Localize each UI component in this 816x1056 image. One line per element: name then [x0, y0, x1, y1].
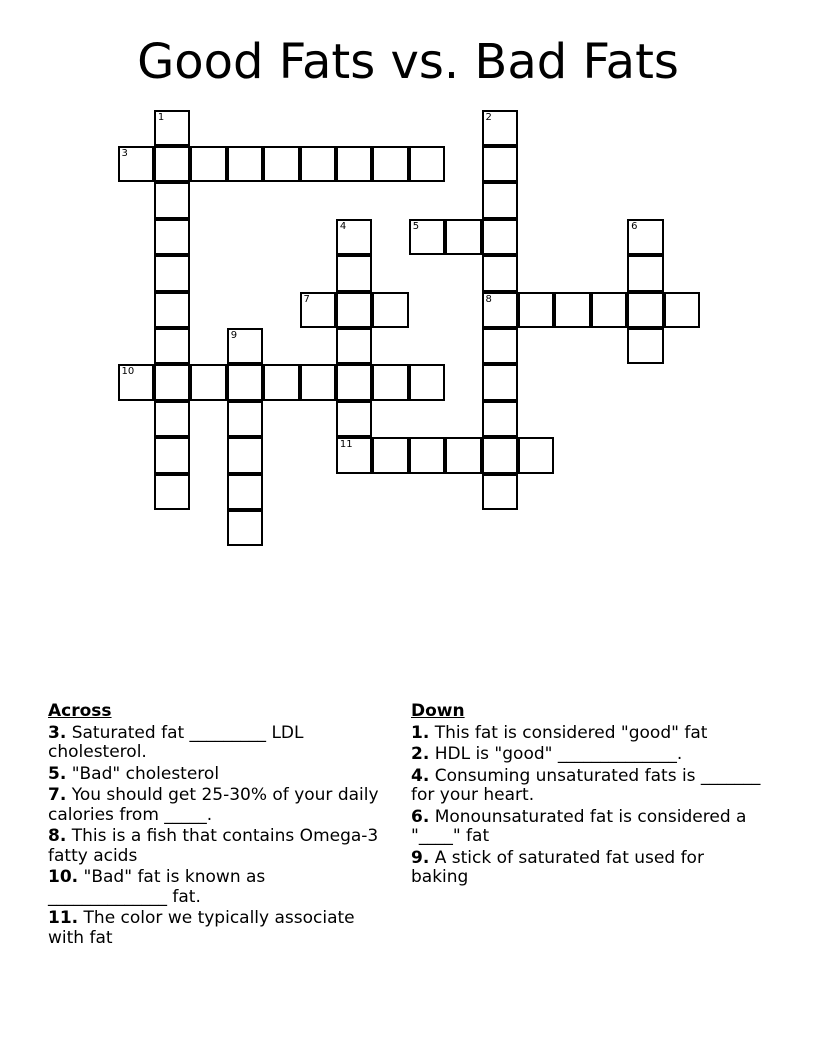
grid-cell[interactable]: [190, 364, 227, 401]
grid-cell[interactable]: [445, 437, 482, 474]
grid-cell[interactable]: [300, 292, 337, 329]
across-heading: Across: [48, 701, 112, 721]
grid-cell[interactable]: [482, 110, 519, 147]
grid-cell[interactable]: [336, 328, 373, 365]
grid-cell[interactable]: [190, 146, 227, 183]
grid-cell[interactable]: [263, 364, 300, 401]
grid-cell[interactable]: [300, 364, 337, 401]
grid-cell[interactable]: [154, 437, 191, 474]
grid-cell[interactable]: [227, 474, 264, 511]
grid-cell[interactable]: [263, 146, 300, 183]
grid-cell[interactable]: [627, 328, 664, 365]
grid-cell[interactable]: [336, 219, 373, 256]
grid-cell[interactable]: [154, 292, 191, 329]
grid-cell[interactable]: [482, 328, 519, 365]
grid-cell[interactable]: [409, 219, 446, 256]
grid-cell[interactable]: [154, 255, 191, 292]
grid-cell[interactable]: [336, 292, 373, 329]
clue-number: 9: [230, 329, 238, 341]
grid-cell[interactable]: [409, 364, 446, 401]
clue-number: 6: [631, 220, 638, 232]
down-heading: Down: [411, 701, 465, 721]
grid-cell[interactable]: [336, 146, 373, 183]
grid-cell[interactable]: [482, 255, 519, 292]
grid-cell[interactable]: [227, 364, 264, 401]
clue-number: 5: [412, 220, 420, 232]
down-clues: [411, 702, 761, 890]
clue-down-2: 2. HDL is "good" ______________.: [411, 744, 683, 764]
grid-cell[interactable]: [372, 146, 409, 183]
clue-number: 7: [303, 293, 310, 305]
grid-cell[interactable]: [372, 437, 409, 474]
grid-cell[interactable]: [154, 110, 191, 147]
grid-cell[interactable]: [154, 182, 191, 219]
clue-down-4: 4. Consuming unsaturated fats is _______ for your heart.: [411, 765, 761, 805]
clue-number: 1: [157, 111, 165, 123]
grid-cell[interactable]: [227, 328, 264, 365]
grid-cell[interactable]: [409, 146, 446, 183]
grid-cell[interactable]: [227, 146, 264, 183]
grid-cell[interactable]: [336, 437, 373, 474]
grid-cell[interactable]: [154, 219, 191, 256]
grid-cell[interactable]: [518, 437, 555, 474]
grid-cell[interactable]: [300, 146, 337, 183]
grid-cell[interactable]: [482, 146, 519, 183]
grid-cell[interactable]: [664, 292, 701, 329]
grid-cell[interactable]: [482, 474, 519, 511]
grid-cell[interactable]: [518, 292, 555, 329]
grid-cell[interactable]: [409, 437, 446, 474]
grid-cell[interactable]: [118, 146, 155, 183]
clue-across-11: 11. The color we typically associate with fat: [48, 908, 355, 948]
grid-cell[interactable]: [627, 219, 664, 256]
grid-cell[interactable]: [336, 401, 373, 438]
grid-cell[interactable]: [336, 255, 373, 292]
grid-cell[interactable]: [227, 401, 264, 438]
grid-cell[interactable]: [627, 255, 664, 292]
clue-across-10: 10. "Bad" fat is known as ______________ fat.: [48, 867, 266, 907]
clue-across-3: 3. Saturated fat _________ LDL cholesterol.: [48, 722, 304, 762]
clue-across-8: 8. This is a fish that contains Omega-3 fatty acids: [48, 826, 379, 866]
clue-across-7: 7. You should get 25-30% of your daily calories from _____.: [48, 785, 379, 825]
grid-cell[interactable]: [627, 292, 664, 329]
grid-cell[interactable]: [482, 401, 519, 438]
clue-down-1: 1. This fat is considered "good" fat: [411, 722, 708, 743]
clue-down-9: 9. A stick of saturated fat used for baking: [411, 847, 704, 887]
grid-cell[interactable]: [154, 364, 191, 401]
grid-cell[interactable]: [227, 510, 264, 547]
grid-cell[interactable]: [336, 364, 373, 401]
grid-cell[interactable]: [554, 292, 591, 329]
grid-cell[interactable]: [482, 182, 519, 219]
clue-number: 11: [339, 439, 353, 451]
clue-down-6: 6. Monounsaturated fat is considered a "____" fat: [411, 806, 747, 846]
grid-cell[interactable]: [154, 328, 191, 365]
grid-cell[interactable]: [118, 364, 155, 401]
clue-number: 4: [339, 220, 347, 232]
grid-cell[interactable]: [482, 364, 519, 401]
clue-number: 2: [485, 111, 492, 123]
grid-cell[interactable]: [372, 292, 409, 329]
page-title: Good Fats vs. Bad Fats: [137, 34, 679, 90]
grid-cell[interactable]: [154, 474, 191, 511]
grid-cell[interactable]: [591, 292, 628, 329]
grid-cell[interactable]: [154, 146, 191, 183]
grid-cell[interactable]: [482, 437, 519, 474]
grid-cell[interactable]: [445, 219, 482, 256]
grid-cell[interactable]: [227, 437, 264, 474]
grid-cell[interactable]: [372, 364, 409, 401]
clue-number: 3: [121, 147, 128, 159]
across-clues: [48, 702, 388, 950]
grid-cell[interactable]: [154, 401, 191, 438]
grid-cell[interactable]: [482, 292, 519, 329]
clue-across-5: 5. "Bad" cholesterol: [48, 763, 220, 784]
grid-cell[interactable]: [482, 219, 519, 256]
clue-number: 8: [485, 293, 492, 305]
clue-number: 10: [121, 366, 135, 378]
